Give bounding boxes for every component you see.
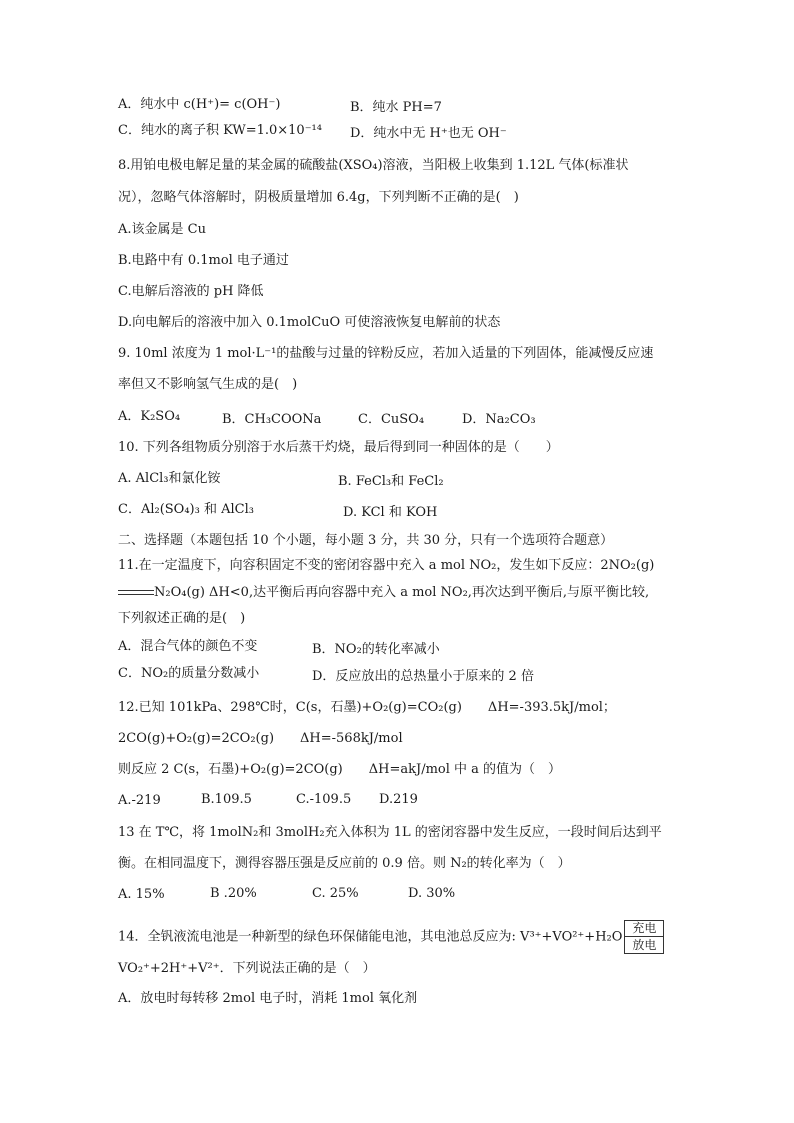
q13-stem-line1: 13 在 T℃，将 1molN₂和 3molH₂充入体积为 1L 的密闭容器中发生反应，一段时间后达到平 — [118, 825, 662, 840]
q12-option-c: C.-109.5 — [296, 792, 352, 807]
q11-stem-line2: N₂O₄(g) ΔH<0,达平衡后再向容器中充入 a mol NO₂,再次达到平衡后,与原平衡比较, — [154, 585, 650, 600]
q9-option-c: C．CuSO₄ — [358, 412, 425, 427]
charge-discharge-arrow-icon — [624, 920, 664, 954]
q9-option-a: A．K₂SO₄ — [118, 409, 181, 424]
q12-option-b: B.109.5 — [201, 792, 252, 807]
q12-line2: 2CO(g)+O₂(g)=2CO₂(g) ΔH=-568kJ/mol — [118, 731, 403, 746]
q10-option-a: A. AlCl₃和氯化铵 — [118, 471, 221, 486]
q13-option-d: D. 30% — [408, 886, 456, 901]
q9-stem-line2: 率但又不影响氢气生成的是( ) — [118, 377, 298, 392]
q12-line1: 12.已知 101kPa、298℃时，C(s，石墨)+O₂(g)=CO₂(g) ΔH=-393.5kJ/mol； — [118, 700, 616, 715]
q14-stem-line1: 14．全钒液流电池是一种新型的绿色环保储能电池，其电池总反应为: V³⁺+VO²⁺+H₂O — [118, 929, 623, 945]
section-heading: 二、选择题（本题包括 10 个小题，每小题 3 分，共 30 分，只有一个选项符合题意） — [118, 533, 614, 548]
q10-option-c: C．Al₂(SO₄)₃ 和 AlCl₃ — [118, 502, 254, 517]
q7-option-a: A．纯水中 c(H⁺)= c(OH⁻) — [118, 97, 281, 112]
q12-option-d: D.219 — [379, 792, 418, 807]
q14-option-a: A．放电时每转移 2mol 电子时，消耗 1mol 氧化剂 — [118, 991, 418, 1006]
q10-option-d: D. KCl 和 KOH — [343, 505, 438, 520]
q7-option-b: B．纯水 PH=7 — [350, 100, 442, 115]
q11-stem-line3: 下列叙述正确的是( ) — [118, 611, 246, 626]
equilibrium-arrow-icon — [118, 589, 154, 597]
q13-option-a: A. 15% — [118, 887, 165, 902]
q10-stem: 10. 下列各组物质分别溶于水后蒸干灼烧，最后得到同一种固体的是（ ） — [118, 440, 559, 455]
q13-stem-line2: 衡。在相同温度下，测得容器压强是反应前的 0.9 倍。则 N₂的转化率为（ ） — [118, 856, 571, 871]
q11-option-d: D．反应放出的总热量小于原来的 2 倍 — [312, 669, 534, 684]
q11-stem-line1: 11.在一定温度下，向容积固定不变的密闭容器中充入 a mol NO₂，发生如下反应：2NO₂(g) — [118, 558, 655, 573]
q7-option-c: C．纯水的离子积 KW=1.0×10⁻¹⁴ — [118, 123, 322, 138]
arrow-label-charge: 充电 — [632, 921, 657, 935]
q8-option-b: B.电路中有 0.1mol 电子通过 — [118, 253, 289, 268]
q8-option-a: A.该金属是 Cu — [118, 222, 206, 237]
q11-option-a: A．混合气体的颜色不变 — [118, 639, 258, 654]
q9-stem-line1: 9. 10ml 浓度为 1 mol·L⁻¹的盐酸与过量的锌粉反应，若加入适量的下列固体，能减慢反应速 — [118, 346, 654, 361]
arrow-label-discharge: 放电 — [632, 938, 657, 952]
q8-stem-line2: 况），忽略气体溶解时，阴极质量增加 6.4g，下列判断不正确的是( ) — [118, 190, 519, 205]
q14-stem-line2: VO₂⁺+2H⁺+V²⁺．下列说法正确的是（ ） — [118, 961, 376, 976]
q8-stem-line1: 8.用铂电极电解足量的某金属的硫酸盐(XSO₄)溶液，当阳极上收集到 1.12L 气体(标准状 — [118, 158, 629, 173]
q8-option-c: C.电解后溶液的 pH 降低 — [118, 284, 264, 299]
q14-stem-line1-wrap — [118, 920, 664, 954]
q8-option-d: D.向电解后的溶液中加入 0.1molCuO 可使溶液恢复电解前的状态 — [118, 315, 501, 330]
q9-option-b: B．CH₃COONa — [222, 412, 322, 427]
q12-line3: 则反应 2 C(s，石墨)+O₂(g)=2CO(g) ΔH=akJ/mol 中 a 的值为（ ） — [118, 762, 562, 777]
q11-option-c: C．NO₂的质量分数减小 — [118, 666, 260, 681]
q10-option-b: B. FeCl₃和 FeCl₂ — [338, 474, 444, 489]
q13-option-b: B .20% — [210, 886, 257, 901]
q11-stem-line2-wrap — [118, 584, 649, 602]
q9-option-d: D．Na₂CO₃ — [462, 412, 536, 427]
q12-option-a: A.-219 — [118, 793, 161, 808]
q7-option-d: D．纯水中无 H⁺也无 OH⁻ — [350, 126, 507, 141]
q13-option-c: C. 25% — [312, 886, 359, 901]
q11-option-b: B．NO₂的转化率减小 — [312, 642, 440, 657]
